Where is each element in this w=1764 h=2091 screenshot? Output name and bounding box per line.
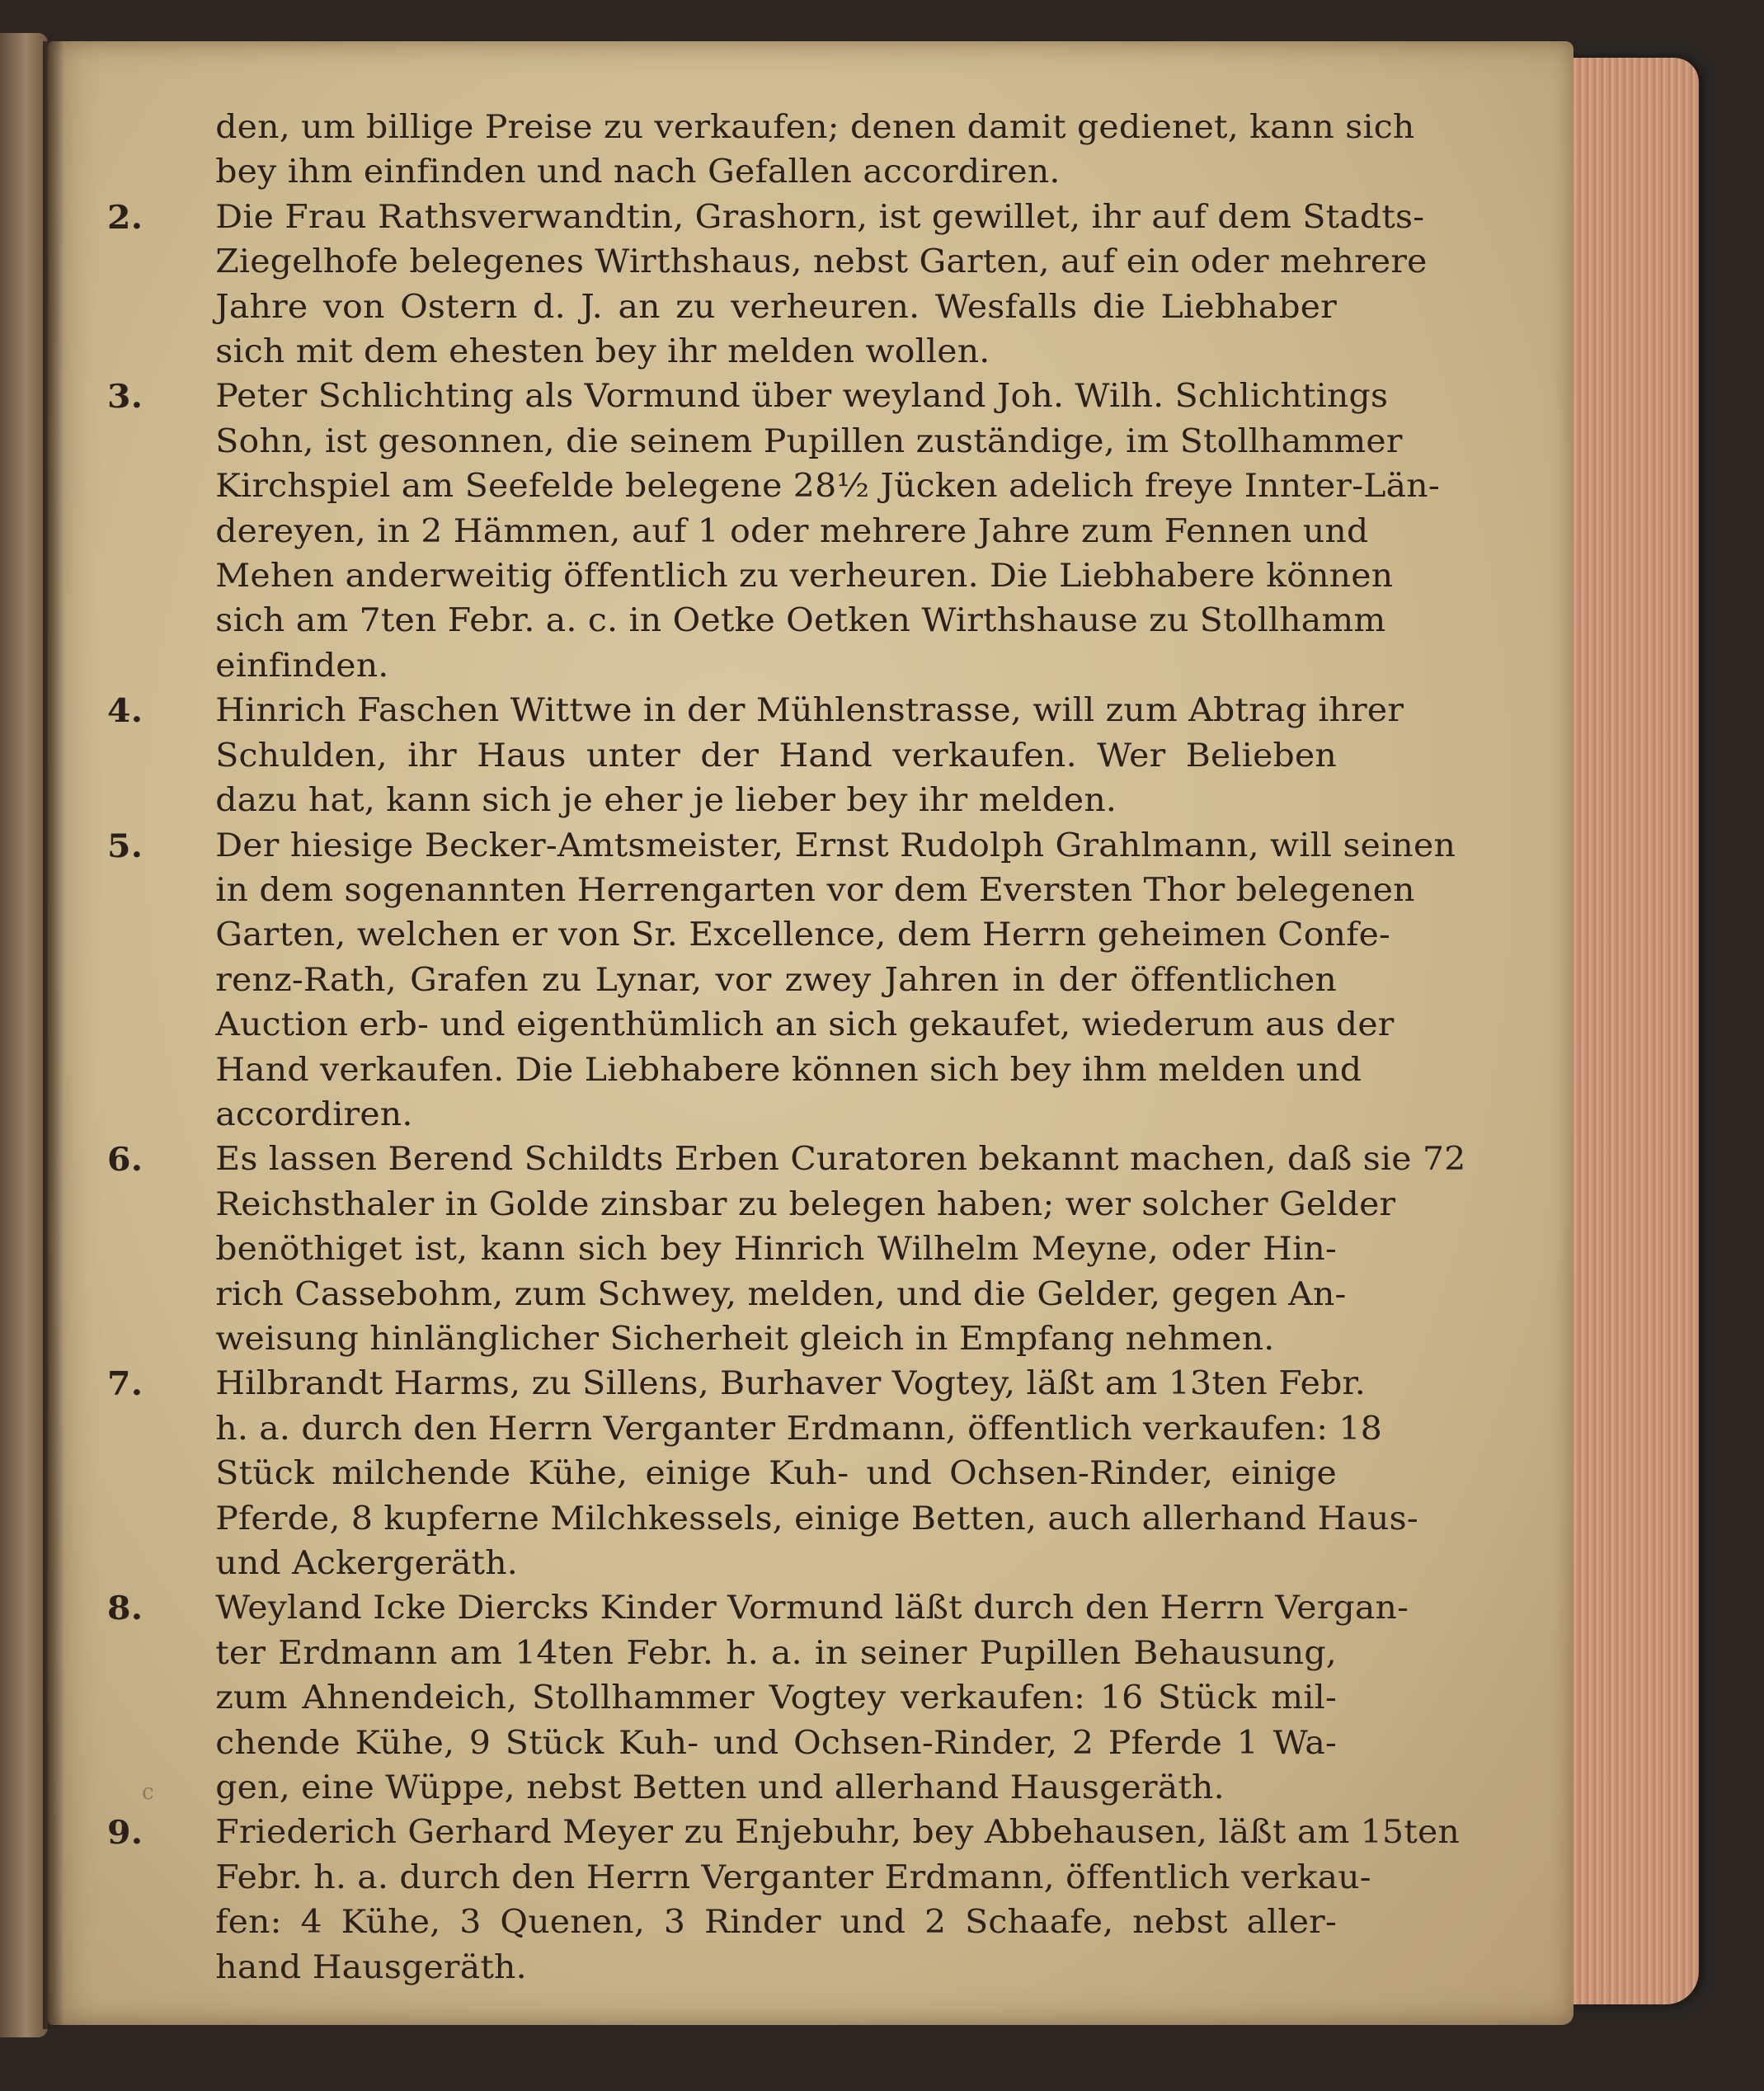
entry-number: 6. — [107, 1141, 143, 1180]
continuation-paragraph — [107, 106, 1415, 195]
entry-5 — [107, 824, 1456, 1138]
text-line: fen: 4 Kühe, 3 Quenen, 3 Rinder und 2 Schaafe, nebst aller- — [215, 1904, 1337, 1942]
entry-2 — [107, 195, 1428, 375]
text-line: dazu hat, kann sich je eher je lieber bey ihr melden. — [215, 782, 1117, 820]
text-line: rich Cassebohm, zum Schwey, melden, und die Gelder, gegen An- — [215, 1275, 1347, 1313]
entry-number: 3. — [107, 378, 143, 417]
text-line: Jahre von Ostern d. J. an zu verheuren. Wesfalls die Liebhaber — [215, 288, 1337, 326]
text-line: Schulden, ihr Haus unter der Hand verkaufen. Wer Belieben — [215, 737, 1337, 775]
text-line: Febr. h. a. durch den Herrn Verganter Erdmann, öffentlich verkau- — [215, 1858, 1371, 1896]
text-line: hand Hausgeräth. — [215, 1948, 527, 1986]
text-line: in dem sogenannten Herrengarten vor dem Eversten Thor belegenen — [215, 871, 1415, 909]
text-line: Hilbrandt Harms, zu Sillens, Burhaver Vogtey, läßt am 13ten Febr. — [215, 1365, 1367, 1403]
text-line: Stück milchende Kühe, einige Kuh- und Ochsen-Rinder, einige — [215, 1455, 1337, 1493]
text-line: den, um billige Preise zu verkaufen; denen damit gedienet, kann sich — [215, 109, 1415, 146]
entry-7 — [107, 1362, 1418, 1586]
text-line: Sohn, ist gesonnen, die seinem Pupillen zuständige, im Stollhammer — [215, 422, 1403, 460]
entry-3 — [107, 374, 1440, 689]
text-line: Reichsthaler in Golde zinsbar zu belegen haben; wer solcher Gelder — [215, 1185, 1396, 1223]
entry-6 — [107, 1137, 1466, 1362]
text-line: Hand verkaufen. Die Liebhabere können sich bey ihm melden und — [215, 1051, 1362, 1089]
text-line: sich mit dem ehesten bey ihr melden wollen. — [215, 333, 990, 371]
entry-number: 2. — [107, 198, 143, 237]
text-line: Auction erb- und eigenthümlich an sich gekaufet, wiederum aus der — [215, 1006, 1395, 1044]
text-line: Weyland Icke Diercks Kinder Vormund läßt durch den Herrn Vergan- — [215, 1589, 1409, 1627]
left-page-edge — [0, 33, 48, 2037]
text-line: renz-Rath, Grafen zu Lynar, vor zwey Jahren in der öffentlichen — [215, 961, 1337, 999]
page-edges — [1563, 58, 1699, 2004]
entry-number: 4. — [107, 692, 143, 731]
text-line: Der hiesige Becker-Amtsmeister, Ernst Rudolph Grahlmann, will seinen — [215, 827, 1456, 864]
gutter-shadow — [43, 41, 64, 2029]
text-line: bey ihm einfinden und nach Gefallen accordiren. — [215, 153, 1061, 191]
text-line: Ziegelhofe belegenes Wirthshaus, nebst Garten, auf ein oder mehrere — [215, 243, 1428, 281]
entry-9 — [107, 1811, 1460, 1990]
margin-mark: c — [142, 1780, 154, 1805]
entry-4 — [107, 689, 1404, 823]
text-line: Peter Schlichting als Vormund über weyland Joh. Wilh. Schlichtings — [215, 378, 1389, 416]
entry-number: 9. — [107, 1814, 143, 1853]
text-line: Garten, welchen er von Sr. Excellence, dem Herrn geheimen Confe- — [215, 916, 1391, 954]
entry-8 — [107, 1586, 1409, 1811]
text-line: Hinrich Faschen Wittwe in der Mühlenstrasse, will zum Abtrag ihrer — [215, 692, 1404, 730]
text-line: einfinden. — [215, 647, 389, 685]
page-text — [107, 106, 1466, 1990]
text-line: Kirchspiel am Seefelde belegene 28½ Jücken adelich freye Innter-Län- — [215, 468, 1440, 506]
text-line: zum Ahnendeich, Stollhammer Vogtey verkaufen: 16 Stück mil- — [215, 1679, 1337, 1717]
text-line: weisung hinlänglicher Sicherheit gleich in Empfang nehmen. — [215, 1320, 1275, 1358]
text-line: accordiren. — [215, 1095, 413, 1133]
text-line: sich am 7ten Febr. a. c. in Oetke Oetken Wirthshause zu Stollhamm — [215, 602, 1386, 640]
text-line: Friederich Gerhard Meyer zu Enjebuhr, bey Abbehausen, läßt am 15ten — [215, 1814, 1460, 1852]
entry-number: 7. — [107, 1365, 143, 1404]
text-line: Pferde, 8 kupferne Milchkessels, einige Betten, auch allerhand Haus- — [215, 1500, 1418, 1538]
text-line: Die Frau Rathsverwandtin, Grashorn, ist gewillet, ihr auf dem Stadts- — [215, 198, 1425, 236]
text-line: benöthiget ist, kann sich bey Hinrich Wilhelm Meyne, oder Hin- — [215, 1231, 1337, 1269]
text-line: ter Erdmann am 14ten Febr. h. a. in seiner Pupillen Behausung, — [215, 1634, 1337, 1672]
text-line: Es lassen Berend Schildts Erben Curatoren bekannt machen, daß sie 72 — [215, 1141, 1466, 1179]
text-line: chende Kühe, 9 Stück Kuh- und Ochsen-Rinder, 2 Pferde 1 Wa- — [215, 1724, 1337, 1762]
entry-number: 5. — [107, 827, 143, 865]
text-line: Mehen anderweitig öffentlich zu verheuren. Die Liebhabere können — [215, 558, 1394, 596]
text-line: h. a. durch den Herrn Verganter Erdmann, öffentlich verkaufen: 18 — [215, 1410, 1382, 1448]
text-line: gen, eine Wüppe, nebst Betten und allerhand Hausgeräth. — [215, 1769, 1225, 1807]
text-line: dereyen, in 2 Hämmen, auf 1 oder mehrere Jahre zum Fennen und — [215, 512, 1369, 550]
entry-number: 8. — [107, 1589, 143, 1628]
text-line: und Ackergeräth. — [215, 1545, 519, 1582]
